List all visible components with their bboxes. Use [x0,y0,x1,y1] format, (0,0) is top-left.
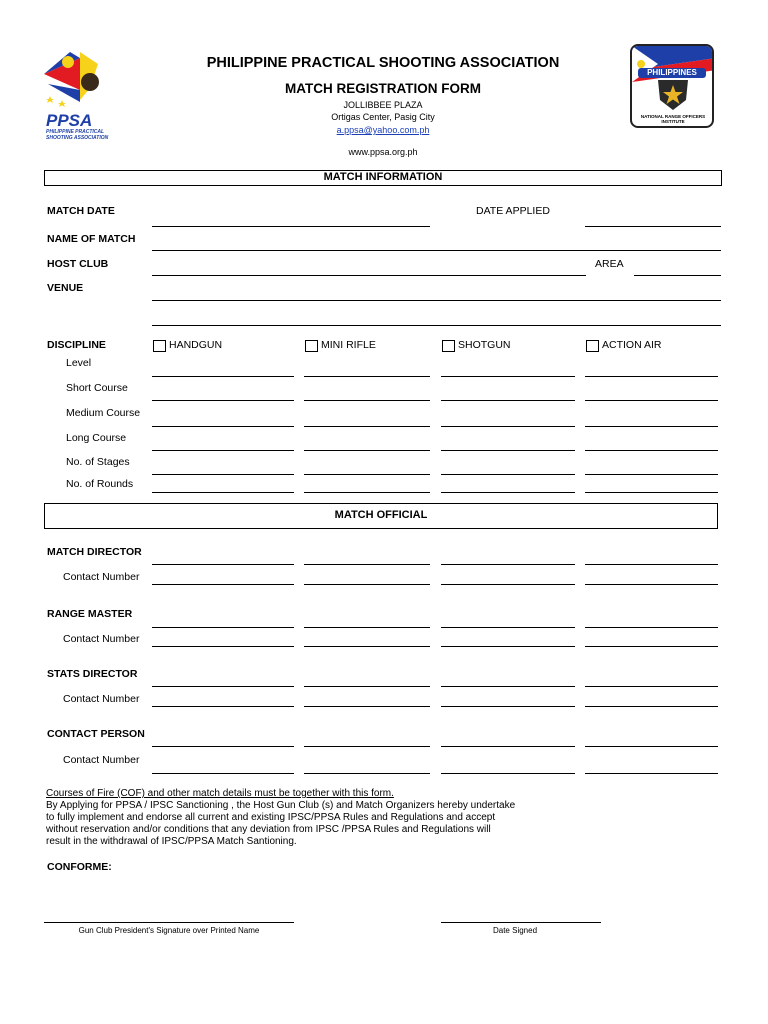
ppsa-logo-tagline: PHILIPPINE PRACTICAL SHOOTING ASSOCIATION [46,129,109,141]
discipline-entry-field[interactable] [585,492,718,493]
discipline-entry-field[interactable] [304,474,430,475]
action-air-label: ACTION AIR [602,339,662,351]
area-field[interactable] [634,275,721,276]
match-director-contact-label: Contact Number [63,571,140,583]
contact-person-label: CONTACT PERSON [47,728,145,740]
discipline-entry-field[interactable] [585,450,718,451]
ppsa-logo [40,44,118,141]
official-entry-field[interactable] [441,746,575,747]
short-course-label: Short Course [66,382,128,394]
official-entry-field[interactable] [152,773,294,774]
sanction-text-2: to fully implement and endorse all current and existing IPSC/PPSA Rules and Regulations and accept [46,812,496,823]
official-entry-field[interactable] [585,746,718,747]
website-text: www.ppsa.org.ph [348,147,418,157]
name-of-match-field[interactable] [152,250,721,251]
official-entry-field[interactable] [304,773,430,774]
ppsa-logo-text: PPSA [46,111,93,130]
discipline-entry-field[interactable] [304,492,430,493]
nroi-badge [630,44,714,128]
discipline-entry-field[interactable] [152,450,294,451]
discipline-entry-field[interactable] [152,400,294,401]
rounds-label: No. of Rounds [66,478,134,490]
official-entry-field[interactable] [441,627,575,628]
discipline-entry-field[interactable] [441,400,575,401]
discipline-entry-field[interactable] [585,426,718,427]
shotgun-label: SHOTGUN [458,339,511,351]
contact-person-contact-label: Contact Number [63,754,140,766]
stats-director-label: STATS DIRECTOR [47,668,138,680]
range-master-contact-label: Contact Number [63,633,140,645]
email-link[interactable]: a.ppsa@yahoo.com.ph [336,125,430,135]
official-entry-field[interactable] [152,564,294,565]
official-entry-field[interactable] [585,686,718,687]
discipline-entry-field[interactable] [304,426,430,427]
badge-banner: PHILIPPINES [638,68,706,78]
shotgun-checkbox[interactable] [442,340,455,352]
stages-label: No. of Stages [66,456,130,468]
date-applied-label: DATE APPLIED [476,205,550,217]
discipline-entry-field[interactable] [441,474,575,475]
sanction-text-1: By Applying for PPSA / IPSC Sanctioning , the Host Gun Club (s) and Match Organizers hereby undertake [46,800,516,811]
discipline-entry-field[interactable] [441,426,575,427]
address-line-2: Ortigas Center, Pasig City [331,112,435,122]
sanction-text-3: without reservation and/or conditions that any deviation from IPSC /PPSA Rules and Regulations will [46,824,491,835]
match-director-label: MATCH DIRECTOR [47,546,142,558]
conforme-label: CONFORME: [47,861,112,873]
match-date-field[interactable] [152,226,430,227]
date-applied-field[interactable] [585,226,721,227]
venue-label: VENUE [47,282,84,294]
discipline-entry-field[interactable] [441,376,575,377]
official-entry-field[interactable] [304,564,430,565]
handgun-label: HANDGUN [169,339,223,351]
stats-director-contact-label: Contact Number [63,693,140,705]
official-entry-field[interactable] [585,584,718,585]
official-entry-field[interactable] [585,646,718,647]
host-club-label: HOST CLUB [47,258,109,270]
ppsa-emblem-icon [40,44,118,108]
area-label: AREA [595,258,624,270]
discipline-label: DISCIPLINE [47,339,106,351]
medium-course-label: Medium Course [66,407,141,419]
official-entry-field[interactable] [585,706,718,707]
discipline-entry-field[interactable] [304,376,430,377]
host-club-field[interactable] [152,275,586,276]
official-entry-field[interactable] [304,746,430,747]
official-entry-field[interactable] [441,706,575,707]
official-entry-field[interactable] [152,746,294,747]
long-course-label: Long Course [66,432,127,444]
range-master-label: RANGE MASTER [47,608,133,620]
match-information-heading: MATCH INFORMATION [44,170,722,186]
official-entry-field[interactable] [585,564,718,565]
discipline-entry-field[interactable] [441,492,575,493]
venue-field-line-1[interactable] [152,300,721,301]
address-line-1: JOLLIBBEE PLAZA [343,100,423,110]
star-shield-icon [656,80,690,110]
signature-line[interactable] [44,922,294,923]
discipline-entry-field[interactable] [441,450,575,451]
discipline-entry-field[interactable] [152,492,294,493]
official-entry-field[interactable] [152,627,294,628]
form-title: MATCH REGISTRATION FORM [285,81,481,96]
match-date-label: MATCH DATE [47,205,115,217]
official-entry-field[interactable] [304,706,430,707]
official-entry-field[interactable] [585,773,718,774]
official-entry-field[interactable] [441,564,575,565]
signature-caption: Gun Club President's Signature over Printed Name [78,926,260,935]
handgun-checkbox[interactable] [153,340,166,352]
date-signed-caption: Date Signed [492,926,538,935]
match-official-heading: MATCH OFFICIAL [44,503,718,529]
association-title: PHILIPPINE PRACTICAL SHOOTING ASSOCIATION [206,55,560,71]
official-entry-field[interactable] [441,773,575,774]
discipline-entry-field[interactable] [152,474,294,475]
official-entry-field[interactable] [152,646,294,647]
official-entry-field[interactable] [152,584,294,585]
discipline-entry-field[interactable] [152,376,294,377]
official-entry-field[interactable] [585,627,718,628]
sanction-text-4: result in the withdrawal of IPSC/PPSA Match Santioning. [46,836,297,847]
discipline-entry-field[interactable] [585,400,718,401]
official-entry-field[interactable] [304,686,430,687]
discipline-entry-field[interactable] [304,450,430,451]
official-entry-field[interactable] [152,706,294,707]
official-entry-field[interactable] [304,627,430,628]
badge-tagline: NATIONAL RANGE OFFICERS INSTITUTE [640,114,706,124]
discipline-entry-field[interactable] [304,400,430,401]
mini-rifle-label: MINI RIFLE [321,339,376,351]
official-entry-field[interactable] [304,646,430,647]
official-entry-field[interactable] [441,646,575,647]
discipline-entry-field[interactable] [585,376,718,377]
official-entry-field[interactable] [304,584,430,585]
official-entry-field[interactable] [441,686,575,687]
name-of-match-label: NAME OF MATCH [47,233,136,245]
official-entry-field[interactable] [441,584,575,585]
cof-note: Courses of Fire (COF) and other match details must be together with this form. [46,788,394,799]
discipline-entry-field[interactable] [152,426,294,427]
level-label: Level [66,357,92,369]
discipline-entry-field[interactable] [585,474,718,475]
mini-rifle-checkbox[interactable] [305,340,318,352]
venue-field-line-2[interactable] [152,325,721,326]
official-entry-field[interactable] [152,686,294,687]
action-air-checkbox[interactable] [586,340,599,352]
date-signed-line[interactable] [441,922,601,923]
